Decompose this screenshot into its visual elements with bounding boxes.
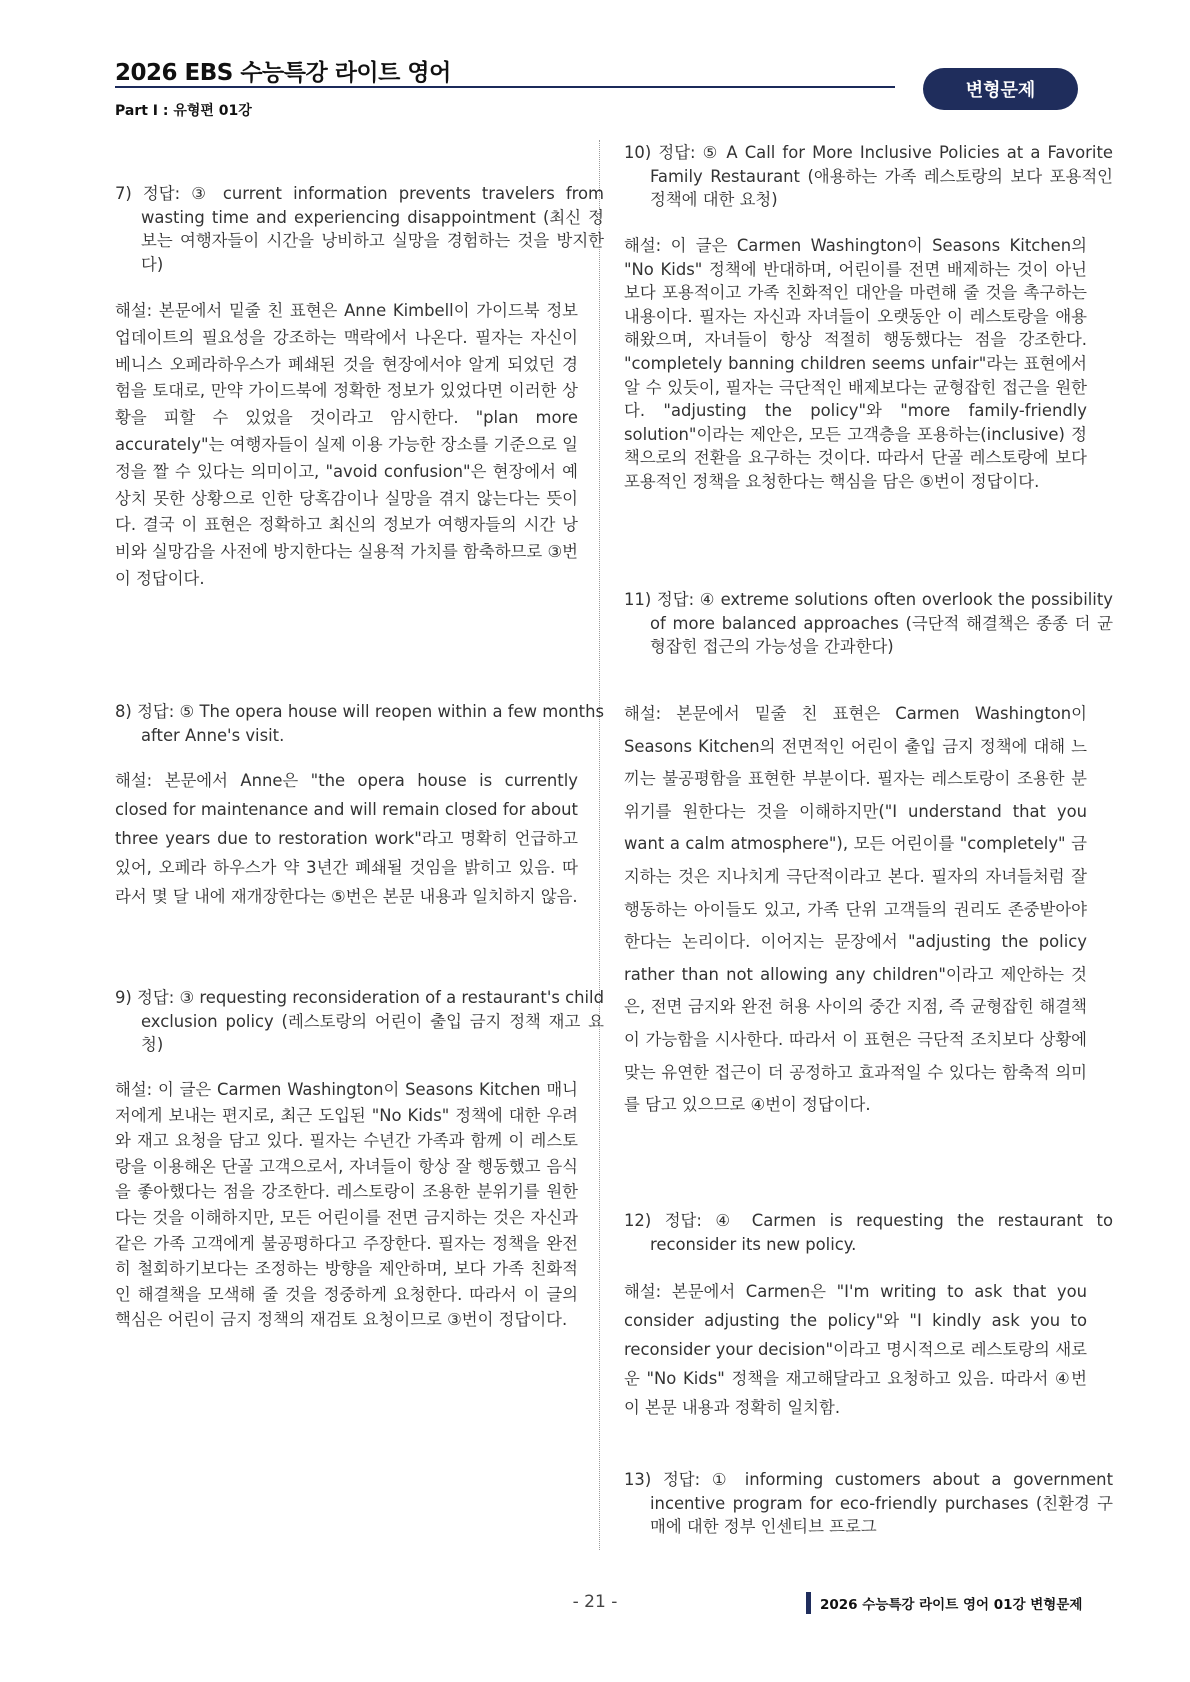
document-subtitle: Part Ⅰ : 유형편 01강 [115, 103, 252, 119]
answer-q11: 11) 정답: ④ extreme solutions often overlook the possibility of more balanced approaches (극단적 해결책은 종종 더 균형잡힌 접근의 가능성을 간과한다) [624, 590, 1113, 656]
answer-q7: 7) 정답: ③ current information prevents travelers from wasting time and experiencing disappointment (최신 정보는 여행자들이 시간을 낭비하고 실망을 경험하는 것을 방지한다) [115, 184, 604, 274]
answer-q12: 12) 정답: ④ Carmen is requesting the restaurant to reconsider its new policy. [624, 1211, 1113, 1254]
page-number: - 21 - [572, 1592, 618, 1612]
answer-q10: 10) 정답: ⑤ A Call for More Inclusive Policies at a Favorite Family Restaurant (애용하는 가족 레스토랑의 보다 포용적인 정책에 대한 요청) [624, 143, 1113, 209]
section-badge: 변형문제 [923, 68, 1078, 110]
explanation-q10: 해설: 이 글은 Carmen Washington이 Seasons Kitchen의 "No Kids" 정책에 반대하며, 어린이를 전면 배제하는 것이 아닌 보다 포용적이고 가족 친화적인 대안을 마련해 줄 것을 촉구하는 내용이다. 필자는 자신과 자녀들이 오랫동안 이 레스토랑을 애용해왔으며, 자녀들이 항상 적절히 행동했다는 점을 강조한다. "completely banning children seems unfair"라는 표현에서 알 수 있듯이, 필자는 극단적인 배제보다는 균형잡힌 접근을 원한다. "adjusting the policy"와 "more family-friendly solution"이라는 제안은, 모든 고객층을 포용하는(inclusive) 정책으로의 전환을 요구하는 것이다. 따라서 단골 레스토랑에 보다 포용적인 정책을 요청한다는 핵심을 담은 ⑤번이 정답이다. [624, 236, 1087, 491]
answer-q8: 8) 정답: ⑤ The opera house will reopen within a few months after Anne's visit. [115, 702, 604, 745]
header-rule [115, 86, 895, 88]
explanation-q8: 해설: 본문에서 Anne은 "the opera house is currently closed for maintenance and will remain closed for about three years due to restoration work"라고 명확히 언급하고 있어, 오페라 하우스가 약 3년간 폐쇄될 것임을 밝히고 있음. 따라서 몇 달 내에 재개장한다는 ⑤번은 본문 내용과 일치하지 않음. [115, 771, 578, 906]
explanation-q11: 해설: 본문에서 밑줄 친 표현은 Carmen Washington이 Seasons Kitchen의 전면적인 어린이 출입 금지 정책에 대해 느끼는 불공평함을 표현한 부분이다. 필자는 레스토랑이 조용한 분위기를 원한다는 것을 이해하지만("I understand that you want a calm atmosphere"), 모든 어린이를 "completely" 금지하는 것은 지나치게 극단적이라고 본다. 필자의 자녀들처럼 잘 행동하는 아이들도 있고, 가족 단위 고객들의 권리도 존중받아야 한다는 논리이다. 이어지는 문장에서 "adjusting the policy rather than not allowing any children"이라고 제안하는 것은, 전면 금지와 완전 허용 사이의 중간 지점, 즉 균형잡힌 해결책이 가능함을 시사한다. 따라서 이 표현은 극단적 조치보다 상황에 맞는 유연한 접근이 더 공정하고 효과적일 수 있다는 함축적 의미를 담고 있으므로 ④번이 정답이다. [624, 704, 1087, 1115]
explanation-q7: 해설: 본문에서 밑줄 친 표현은 Anne Kimbell이 가이드북 정보 업데이트의 필요성을 강조하는 맥락에서 나온다. 필자는 자신이 베니스 오페라하우스가 폐쇄된 것을 현장에서야 알게 되었던 경험을 토대로, 만약 가이드북에 정확한 정보가 있었다면 이러한 상황을 피할 수 있었을 것이라고 암시한다. "plan more accurately"는 여행자들이 실제 이용 가능한 장소를 기준으로 일정을 짤 수 있다는 의미이고, "avoid confusion"은 현장에서 예상치 못한 상황으로 인한 당혹감이나 실망을 겪지 않는다는 뜻이다. 결국 이 표현은 정확하고 최신의 정보가 여행자들의 시간 낭비와 실망감을 사전에 방지한다는 실용적 가치를 함축하므로 ③번이 정답이다. [115, 301, 578, 588]
footer-caption-text: 2026 수능특강 라이트 영어 01강 변형문제 [820, 1597, 1083, 1613]
explanation-q9: 해설: 이 글은 Carmen Washington이 Seasons Kitchen 매니저에게 보내는 편지로, 최근 도입된 "No Kids" 정책에 대한 우려와 재고 요청을 담고 있다. 필자는 수년간 가족과 함께 이 레스토랑을 이용해온 단골 고객으로서, 자녀들이 항상 잘 행동했고 음식을 좋아했다는 점을 강조한다. 레스토랑이 조용한 분위기를 원한다는 것을 이해하지만, 모든 어린이를 전면 금지하는 것은 자신과 같은 가족 고객에게 불공평하다고 주장한다. 필자는 정책을 완전히 철회하기보다는 조정하는 방향을 제안하며, 보다 가족 친화적인 해결책을 모색해 줄 것을 정중하게 요청한다. 따라서 이 글의 핵심은 어린이 금지 정책의 재검토 요청이므로 ③번이 정답이다. [115, 1080, 578, 1330]
document-title: 2026 EBS 수능특강 라이트 영어 [115, 60, 451, 86]
column-divider [599, 140, 600, 1550]
footer-caption [806, 1592, 1082, 1614]
answer-q9: 9) 정답: ③ requesting reconsideration of a restaurant's child exclusion policy (레스토랑의 어린이 출입 금지 정책 재고 요청) [115, 988, 604, 1054]
footer-accent-bar [806, 1592, 811, 1614]
answer-q13: 13) 정답: ① informing customers about a government incentive program for eco-friendly purchases (친환경 구매에 대한 정부 인센티브 프로그 [624, 1470, 1113, 1536]
explanation-q12: 해설: 본문에서 Carmen은 "I'm writing to ask that you consider adjusting the policy"와 "I kindly ask you to reconsider your decision"이라고 명시적으로 레스토랑의 새로운 "No Kids" 정책을 재고해달라고 요청하고 있음. 따라서 ④번이 본문 내용과 정확히 일치함. [624, 1282, 1087, 1417]
